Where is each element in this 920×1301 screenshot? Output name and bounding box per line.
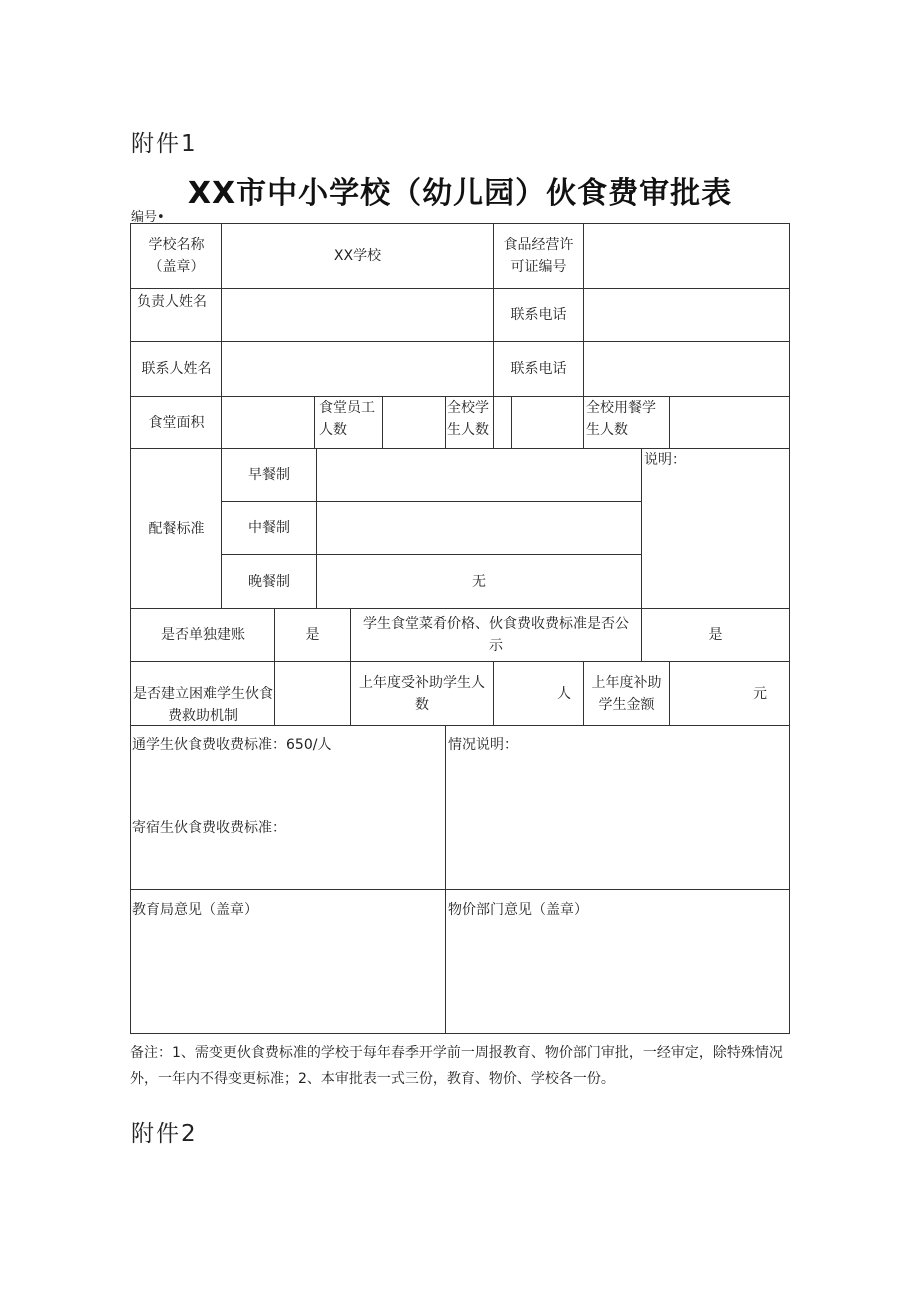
attachment-1-label: 附件1 — [131, 131, 198, 157]
phone-label-1: 联系电话 — [510, 307, 567, 323]
separate-account-label: 是否单独建账 — [161, 627, 245, 643]
canteen-area-value[interactable] — [222, 397, 314, 448]
meal-notes-label: 说明： — [644, 452, 686, 468]
phone-value-2[interactable] — [584, 342, 789, 396]
aid-mechanism-label: 是否建立困难学生伙食费救助机制 — [133, 686, 273, 724]
principal-name-label: 负责人姓名 — [137, 294, 207, 310]
aid-mechanism-value[interactable] — [275, 662, 350, 725]
lunch-value[interactable] — [317, 502, 641, 554]
serial-number-label: 编号• — [131, 210, 165, 225]
remarks: 备注：1、需变更伙食费标准的学校于每年春季开学前一周报教育、物价部门审批，一经审定，除特殊情况外，一年内不得变更标准；2、本审批表一式三份，教育、物价、学校各一份。 — [130, 1045, 783, 1087]
canteen-area-label: 食堂面积 — [148, 414, 205, 431]
principal-name-value[interactable] — [222, 289, 493, 341]
separate-account-value: 是 — [305, 627, 320, 643]
total-students-label: 全校学生人数 — [447, 400, 489, 438]
education-bureau-opinion-label: 教育局意见（盖章） — [132, 902, 258, 918]
dinner-label: 晚餐制 — [248, 573, 290, 590]
day-student-fee-label: 通学生伙食费收费标准：650/人 — [132, 737, 332, 753]
aid-students-unit: 人 — [557, 685, 571, 702]
price-department-opinion-label: 物价部门意见（盖章） — [448, 902, 588, 918]
school-name-label: 学校名称（盖章） — [148, 237, 205, 275]
contact-name-value[interactable] — [222, 342, 493, 396]
phone-label-2: 联系电话 — [510, 361, 567, 377]
dinner-value: 无 — [472, 573, 486, 590]
canteen-staff-value[interactable] — [383, 397, 445, 448]
breakfast-label: 早餐制 — [248, 467, 290, 483]
situation-label: 情况说明： — [448, 737, 518, 753]
contact-name-label: 联系人姓名 — [141, 361, 212, 377]
aid-amount-unit: 元 — [753, 685, 767, 702]
page-title: XX市中小学校（幼儿园）伙食费审批表 — [187, 176, 733, 211]
food-license-value[interactable] — [584, 224, 789, 288]
price-public-label: 学生食堂菜肴价格、伙食费收费标准是否公示 — [363, 616, 629, 654]
school-name-value: XX学校 — [333, 248, 382, 264]
meal-standard-label: 配餐标准 — [148, 520, 205, 537]
total-students-value[interactable] — [512, 397, 583, 448]
aid-students-label: 上年度受补助学生人数 — [359, 674, 485, 713]
boarding-student-fee-label: 寄宿生伙食费收费标准： — [132, 820, 286, 836]
approval-form-table — [130, 223, 790, 1034]
lunch-label: 中餐制 — [248, 520, 290, 536]
phone-value-1[interactable] — [584, 289, 789, 341]
aid-amount-label: 上年度补助学生金额 — [591, 674, 662, 713]
attachment-2-label: 附件2 — [131, 1121, 198, 1147]
price-public-value: 是 — [708, 627, 723, 643]
breakfast-value[interactable] — [317, 449, 641, 501]
food-license-label: 食品经营许可证编号 — [503, 237, 574, 275]
dining-students-label: 全校用餐学生人数 — [586, 400, 656, 438]
dining-students-value[interactable] — [670, 397, 789, 448]
canteen-staff-label: 食堂员工人数 — [319, 400, 375, 438]
